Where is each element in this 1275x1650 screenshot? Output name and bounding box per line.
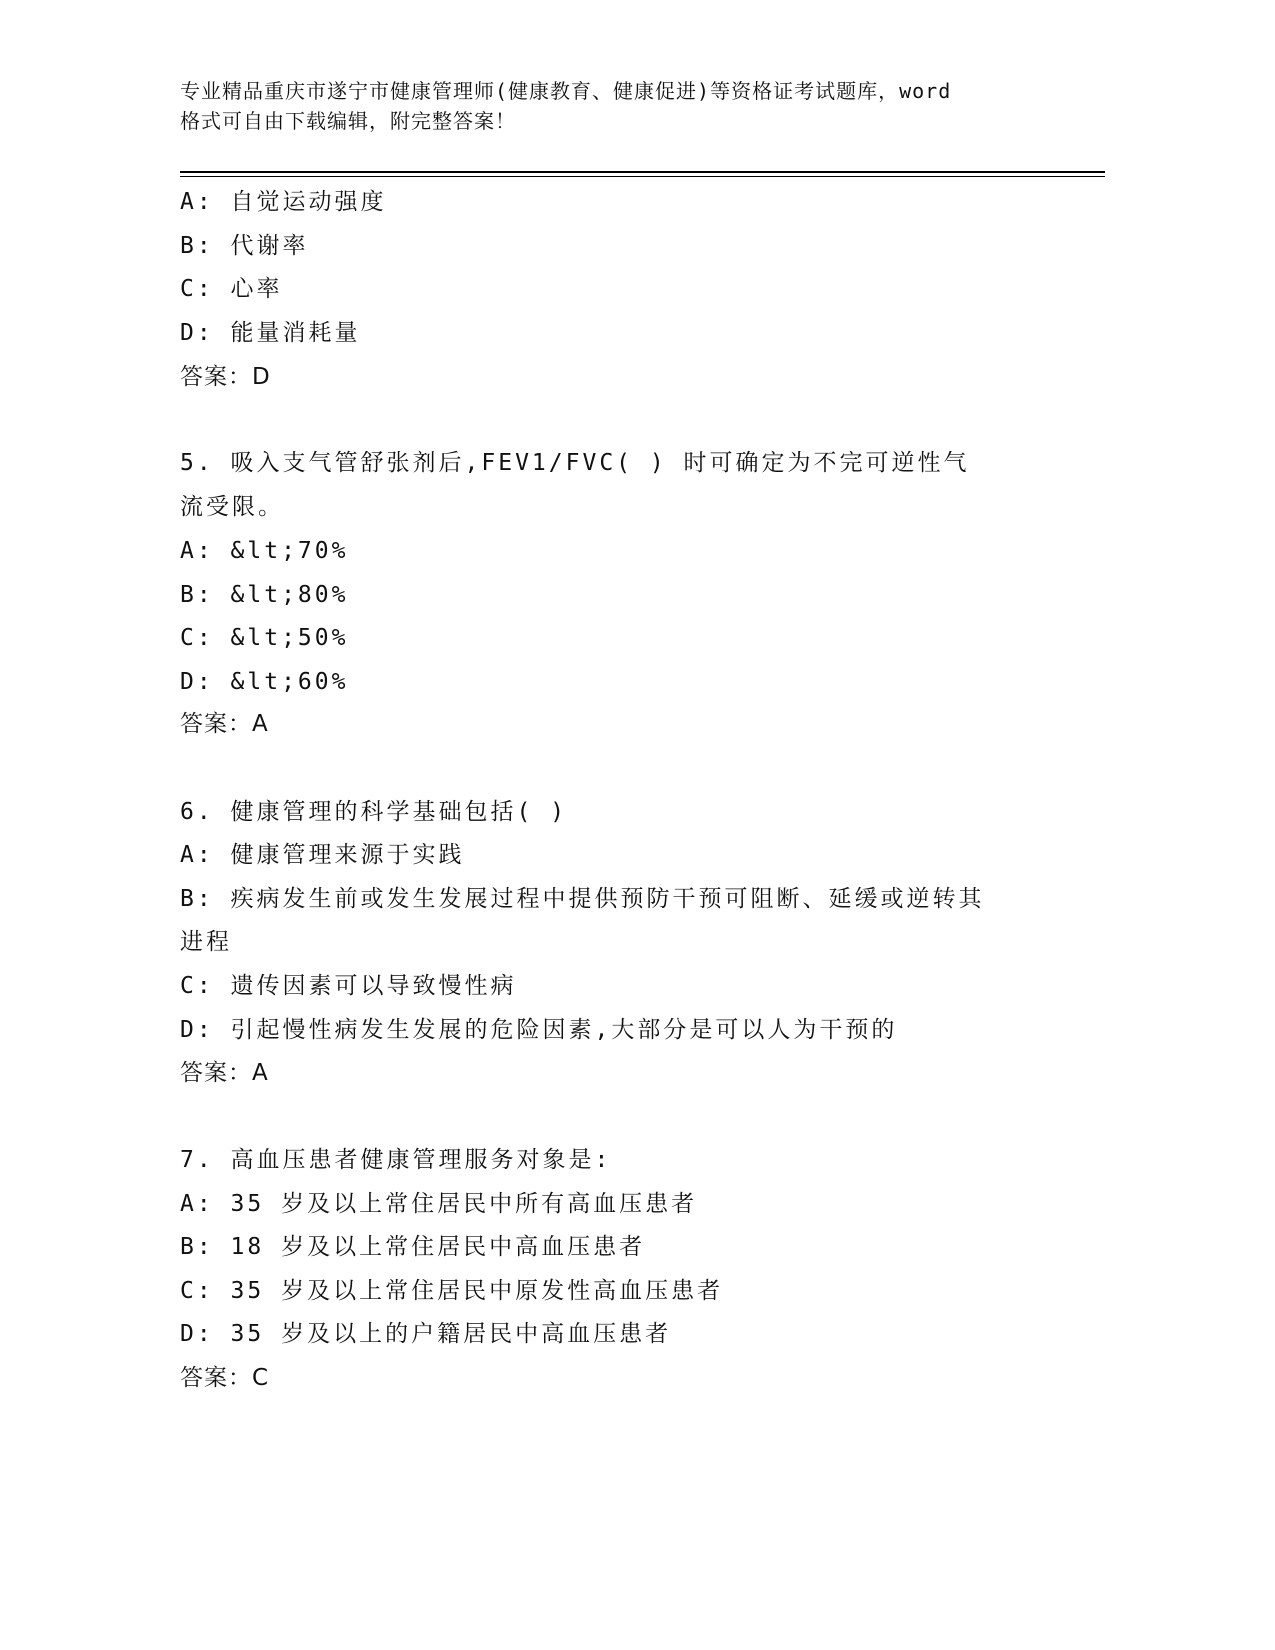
q7-option-b: B: 18 岁及以上常住居民中高血压患者 bbox=[180, 1234, 646, 1260]
q5-option-d: D: &lt;60% bbox=[180, 669, 349, 695]
q6-option-a: A: 健康管理来源于实践 bbox=[180, 842, 465, 868]
q4-option-b: B: 代谢率 bbox=[180, 233, 309, 259]
q4-option-a: A: 自觉运动强度 bbox=[180, 189, 387, 215]
header-rule-top bbox=[180, 171, 1105, 173]
q6-option-b: B: 疾病发生前或发生发展过程中提供预防干预可阻断、延缓或逆转其 bbox=[180, 886, 985, 912]
header-line-1: 专业精品重庆市遂宁市健康管理师(健康教育、健康促进)等资格证考试题库，word bbox=[180, 79, 952, 103]
q5-option-b: B: &lt;80% bbox=[180, 582, 349, 608]
q6-option-c: C: 遗传因素可以导致慢性病 bbox=[180, 973, 517, 999]
header-line-2: 格式可自由下载编辑，附完整答案！ bbox=[180, 109, 516, 133]
q4-option-c: C: 心率 bbox=[180, 276, 283, 302]
q4-option-d: D: 能量消耗量 bbox=[180, 320, 361, 346]
q5-option-a: A: &lt;70% bbox=[180, 538, 349, 564]
q6-answer: 答案：A bbox=[180, 1060, 269, 1086]
q7-option-c: C: 35 岁及以上常住居民中原发性高血压患者 bbox=[180, 1278, 724, 1304]
q7-stem: 7. 高血压患者健康管理服务对象是: bbox=[180, 1147, 612, 1173]
q5-stem-cont: 流受限。 bbox=[180, 494, 284, 520]
q5-stem: 5. 吸入支气管舒张剂后,FEV1/FVC( ) 时可确定为不完可逆性气 bbox=[180, 450, 970, 476]
q5-option-c: C: &lt;50% bbox=[180, 625, 349, 651]
q6-stem: 6. 健康管理的科学基础包括( ) bbox=[180, 799, 568, 825]
q6-option-d: D: 引起慢性病发生发展的危险因素,大部分是可以人为干预的 bbox=[180, 1017, 898, 1043]
q7-answer: 答案：C bbox=[180, 1365, 270, 1391]
q4-answer: 答案：D bbox=[180, 364, 271, 390]
q7-option-a: A: 35 岁及以上常住居民中所有高血压患者 bbox=[180, 1191, 698, 1217]
q5-answer: 答案：A bbox=[180, 711, 269, 737]
q6-option-b-cont: 进程 bbox=[180, 929, 232, 955]
q7-option-d: D: 35 岁及以上的户籍居民中高血压患者 bbox=[180, 1321, 672, 1347]
header-rule-bottom bbox=[180, 176, 1105, 177]
